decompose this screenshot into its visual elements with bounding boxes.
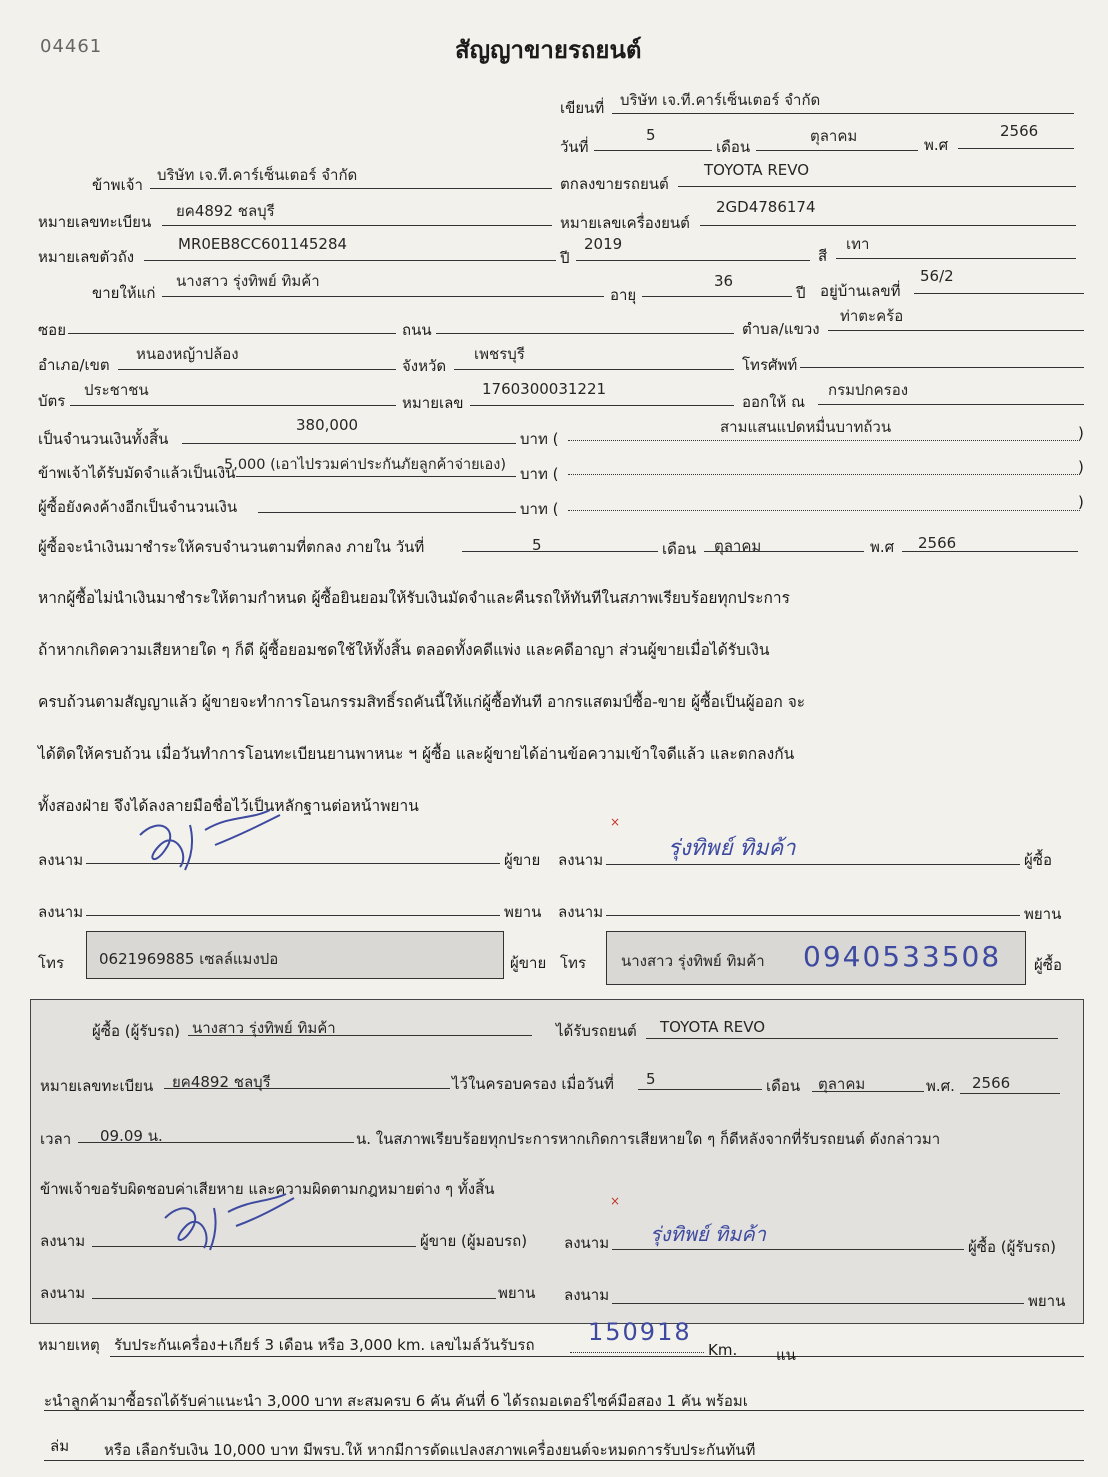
date-day[interactable]: 5	[646, 126, 656, 144]
total-close-paren: )	[1078, 424, 1084, 442]
due-month-label: เดือน	[662, 540, 697, 558]
receipt-buyer-signature: รุ่งทิพย์ ทิมค้า	[650, 1222, 766, 1246]
receipt-witness1-sign-label: ลงนาม	[40, 1284, 86, 1302]
witness1-sign-label: ลงนาม	[38, 903, 84, 921]
buyer-signature: รุ่งทิพย์ ทิมค้า	[668, 836, 796, 861]
date-label: วันที่	[560, 138, 589, 156]
seller-label: ข้าพเจ้า	[92, 176, 143, 194]
receipt-year-label: พ.ศ.	[926, 1077, 955, 1095]
receipt-month-label: เดือน	[766, 1077, 801, 1095]
deposit-label: ข้าพเจ้าได้รับมัดจำแล้วเป็นเงิน	[38, 464, 236, 482]
buyer-phone-name: นางสาว รุ่งทิพย์ ทิมค้า	[621, 952, 765, 970]
province-label: จังหวัด	[402, 357, 447, 375]
due-label: ผู้ซื้อจะนำเงินมาชำระให้ครบจำนวนตามที่ตกลง ภายใน วันที่	[38, 538, 425, 556]
seller-phone[interactable]: 0621969885 เซลล์แมงปอ	[99, 950, 279, 968]
remarks-km: Km.	[708, 1341, 738, 1359]
total-baht-label: บาท (	[520, 430, 559, 448]
district-label: อำเภอ/เขต	[38, 356, 110, 374]
receipt-responsibility: ข้าพเจ้าขอรับผิดชอบค่าเสียหาย และความผิดตามกฎหมายต่าง ๆ ทั้งสิ้น	[40, 1180, 495, 1198]
subdistrict-value[interactable]: ท่าตะคร้อ	[840, 307, 904, 325]
car-model[interactable]: TOYOTA REVO	[704, 161, 810, 179]
total-label: เป็นจำนวนเงินทั้งสิ้น	[38, 430, 169, 448]
total-value[interactable]: 380,000	[296, 416, 359, 434]
date-year[interactable]: 2566	[1000, 122, 1039, 140]
date-month[interactable]: ตุลาคม	[810, 127, 858, 145]
buyer-phone-role: ผู้ซื้อ	[1034, 956, 1062, 974]
sell-to-label: ขายให้แก่	[92, 284, 156, 302]
receipt-witness2-role: พยาน	[1028, 1292, 1066, 1310]
terms-line-2: ถ้าหากเกิดความเสียหายใด ๆ ก็ดี ผู้ซื้อยอมชดใช้ให้ทั้งสิ้น ตลอดทั้งคดีแพ่ง และคดีอาญา ส่วนผู้ขายเมื่อได้รับเงิน	[38, 641, 770, 659]
seller-signature	[120, 805, 290, 875]
total-words[interactable]: สามแสนแปดหมื่นบาทถ้วน	[720, 418, 892, 436]
receipt-year[interactable]: 2566	[972, 1074, 1011, 1092]
receipt-witness1-role: พยาน	[498, 1284, 536, 1302]
due-day[interactable]: 5	[532, 536, 542, 554]
receipt-seller-signature	[150, 1190, 300, 1255]
age-value[interactable]: 36	[714, 272, 734, 290]
remarks-line3-prefix: ล่ม	[50, 1437, 70, 1455]
deposit-baht-label: บาท (	[520, 465, 559, 483]
year-label: พ.ศ	[924, 136, 949, 154]
written-at-label: เขียนที่	[560, 99, 605, 117]
color-label: สี	[818, 247, 828, 265]
deposit-close-paren: )	[1078, 458, 1084, 476]
receipt-buyer-x-mark: ×	[610, 1194, 621, 1208]
remarks-referral: ะนำลูกค้ามาซื้อรถได้รับค่าแนะนำ 3,000 บาท สะสมครบ 6 คัน คันที่ 6 ได้รถมอเตอร์ไซค์มือสอง 1 คัน พร้อมเ	[44, 1392, 748, 1410]
issued-label: ออกให้ ณ	[742, 393, 805, 411]
witness1-role: พยาน	[504, 903, 542, 921]
engine-label: หมายเลขเครื่องยนต์	[560, 214, 690, 232]
receipt-buyer-name[interactable]: นางสาว รุ่งทิพย์ ทิมค้า	[192, 1019, 336, 1037]
card-value[interactable]: ประชาชน	[84, 381, 149, 399]
witness2-sign-label: ลงนาม	[558, 903, 604, 921]
engine-value[interactable]: 2GD4786174	[716, 198, 816, 216]
receipt-seller-sign-label: ลงนาม	[40, 1232, 86, 1250]
written-at-value[interactable]: บริษัท เจ.ที.คาร์เซ็นเตอร์ จำกัด	[620, 91, 821, 109]
receipt-condition: น. ในสภาพเรียบร้อยทุกประการหากเกิดการเสียหายใด ๆ ก็ดีหลังจากที่รับรถยนต์ ดังกล่าวมา	[356, 1130, 941, 1148]
buyer-phone-row-label: โทร	[560, 954, 587, 972]
house-value[interactable]: 56/2	[920, 267, 954, 285]
chassis-label: หมายเลขตัวถัง	[38, 248, 135, 266]
seller-phone-box	[86, 931, 504, 979]
due-year[interactable]: 2566	[918, 534, 957, 552]
car-year-label: ปี	[560, 249, 570, 267]
seller-sign-label: ลงนาม	[38, 851, 84, 869]
remaining-label: ผู้ซื้อยังคงค้างอีกเป็นจำนวนเงิน	[38, 498, 238, 516]
phone-row-label: โทร	[38, 954, 65, 972]
remarks-warranty: รับประกันเครื่อง+เกียร์ 3 เดือน หรือ 3,000 km. เลขไมล์วันรับรถ	[114, 1336, 535, 1354]
remaining-baht-label: บาท (	[520, 500, 559, 518]
document-number: 04461	[40, 36, 103, 57]
age-unit: ปี	[796, 284, 806, 302]
receipt-witness2-sign-label: ลงนาม	[564, 1286, 610, 1304]
terms-line-1: หากผู้ซื้อไม่นำเงินมาชำระให้ตามกำหนด ผู้ซื้อยินยอมให้รับเงินมัดจำและคืนรถให้ทันทีในสภาพเรียบร้อยทุกประการ	[38, 589, 790, 607]
witness2-role: พยาน	[1024, 905, 1062, 923]
house-label: อยู่บ้านเลขที่	[820, 282, 901, 300]
vehicle-receipt-section	[30, 999, 1084, 1324]
road-label: ถนน	[402, 321, 432, 339]
receipt-buyer-role: ผู้ซื้อ (ผู้รับรถ)	[968, 1238, 1056, 1256]
remarks-option: หรือ เลือกรับเงิน 10,000 บาท มีพรบ.ให้ หากมีการดัดแปลงสภาพเครื่องยนต์จะหมดการรับประกันทันที	[104, 1441, 756, 1459]
car-year-value[interactable]: 2019	[584, 235, 623, 253]
receipt-reg[interactable]: ยค4892 ชลบุรี	[172, 1073, 271, 1091]
month-label: เดือน	[716, 138, 751, 156]
seller-name[interactable]: บริษัท เจ.ที.คาร์เซ็นเตอร์ จำกัด	[157, 166, 358, 184]
issued-value[interactable]: กรมปกครอง	[828, 381, 909, 399]
receipt-reg-label: หมายเลขทะเบียน	[40, 1077, 154, 1095]
age-label: อายุ	[610, 286, 637, 304]
buyer-name[interactable]: นางสาว รุ่งทิพย์ ทิมค้า	[176, 272, 320, 290]
remarks-mileage[interactable]: 150918	[588, 1318, 692, 1346]
receipt-day[interactable]: 5	[646, 1070, 656, 1088]
due-year-label: พ.ศ	[870, 538, 895, 556]
agree-sell-label: ตกลงขายรถยนต์	[560, 175, 669, 193]
buyer-sign-label: ลงนาม	[558, 851, 604, 869]
buyer-phone-box	[606, 931, 1026, 985]
terms-line-4: ได้ติดให้ครบถ้วน เมื่อวันทำการโอนทะเบียนยานพาหนะ ฯ ผู้ซื้อ และผู้ขายได้อ่านข้อความเข้าใจดีแล้ว และตกลงกัน	[38, 745, 795, 763]
receipt-car[interactable]: TOYOTA REVO	[660, 1018, 766, 1036]
receipt-buyer-label: ผู้ซื้อ (ผู้รับรถ)	[92, 1022, 180, 1040]
buyer-sign-role: ผู้ซื้อ	[1024, 851, 1052, 869]
remarks-tail: แน	[776, 1346, 796, 1364]
province-value[interactable]: เพชรบุรี	[474, 345, 525, 363]
terms-line-3: ครบถ้วนตามสัญญาแล้ว ผู้ขายจะทำการโอนกรรมสิทธิ์รถคันนี้ให้แก่ผู้ซื้อทันที อากรแสตมป์ซื้อ-ขาย ผู้ซื้อเป็นผู้ออก จะ	[38, 693, 806, 711]
remaining-close-paren: )	[1078, 493, 1084, 511]
phone-label: โทรศัพท์	[742, 356, 798, 374]
remarks-label: หมายเหตุ	[38, 1336, 100, 1354]
seller-phone-role: ผู้ขาย	[510, 954, 547, 972]
deposit-value[interactable]: 5,000 (เอาไปรวมค่าประกันภัยลูกค้าจ่ายเอง)	[224, 457, 506, 473]
receipt-time[interactable]: 09.09 น.	[100, 1127, 163, 1145]
reg-label: หมายเลขทะเบียน	[38, 213, 152, 231]
receipt-buyer-sign-label: ลงนาม	[564, 1234, 610, 1252]
soi-label: ซอย	[38, 321, 66, 339]
seller-sign-role: ผู้ขาย	[504, 851, 541, 869]
chassis-value[interactable]: MR0EB8CC601145284	[178, 235, 348, 253]
receipt-possession-label: ไว้ในครอบครอง เมื่อวันที่	[452, 1075, 614, 1093]
receipt-seller-role: ผู้ขาย (ผู้มอบรถ)	[420, 1232, 528, 1250]
buyer-phone-number[interactable]: 0940533508	[803, 940, 1002, 973]
card-label: บัตร	[38, 392, 66, 410]
color-value[interactable]: เทา	[846, 235, 870, 253]
due-month[interactable]: ตุลาคม	[714, 537, 762, 555]
subdistrict-label: ตำบล/แขวง	[742, 320, 820, 338]
card-no-label: หมายเลข	[402, 394, 464, 412]
reg-value[interactable]: ยค4892 ชลบุรี	[176, 202, 275, 220]
terms-line-5: ทั้งสองฝ่าย จึงได้ลงลายมือชื่อไว้เป็นหลักฐานต่อหน้าพยาน	[38, 797, 419, 815]
card-no-value[interactable]: 1760300031221	[482, 380, 607, 398]
buyer-x-mark: ×	[610, 815, 621, 829]
receipt-month[interactable]: ตุลาคม	[818, 1075, 866, 1093]
document-title: สัญญาขายรถยนต์	[455, 36, 642, 64]
receipt-received-label: ได้รับรถยนต์	[556, 1022, 637, 1040]
receipt-time-label: เวลา	[40, 1130, 72, 1148]
district-value[interactable]: หนองหญ้าปล้อง	[136, 345, 239, 363]
